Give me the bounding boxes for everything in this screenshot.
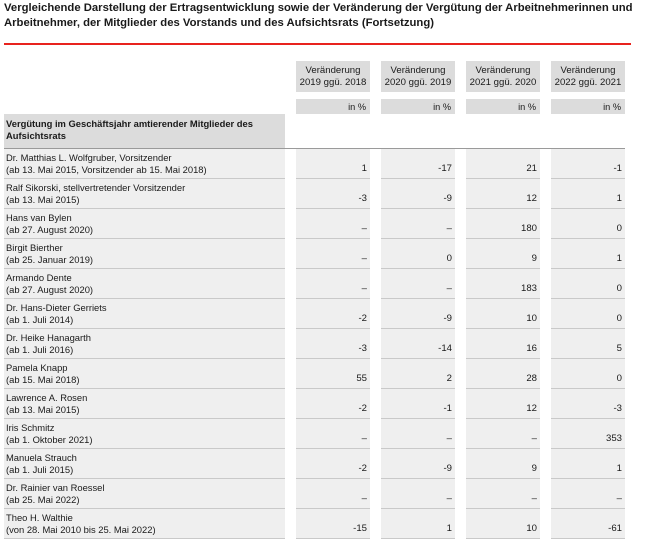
change-value: 1 xyxy=(381,508,455,538)
unit-label: in % xyxy=(466,99,540,114)
member-cell xyxy=(4,268,285,298)
member-name: Pamela Knapp xyxy=(6,361,68,373)
table-row xyxy=(4,358,625,388)
change-value: 12 xyxy=(466,178,540,208)
table-row xyxy=(4,388,625,418)
change-value: -2 xyxy=(296,298,370,328)
change-value: – xyxy=(296,208,370,238)
member-name: Manuela Strauch xyxy=(6,451,77,463)
member-name: Dr. Rainier van Roessel xyxy=(6,481,105,493)
member-cell xyxy=(4,178,285,208)
table-row xyxy=(4,178,625,208)
member-term: (ab 1. Juli 2015) xyxy=(6,463,74,475)
change-value: -14 xyxy=(381,328,455,358)
change-value: 0 xyxy=(551,208,625,238)
remuneration-table xyxy=(4,61,625,539)
change-value: 5 xyxy=(551,328,625,358)
member-term: (ab 1. Juli 2014) xyxy=(6,313,74,325)
member-cell xyxy=(4,388,285,418)
change-value: – xyxy=(296,418,370,448)
change-value: – xyxy=(296,478,370,508)
change-value: -1 xyxy=(381,388,455,418)
table-row xyxy=(4,238,625,268)
change-value: 9 xyxy=(466,448,540,478)
change-value: -2 xyxy=(296,448,370,478)
change-value: -9 xyxy=(381,178,455,208)
unit-label: in % xyxy=(296,99,370,114)
member-term: (ab 25. Mai 2022) xyxy=(6,493,80,505)
member-term: (ab 25. Januar 2019) xyxy=(6,253,94,265)
member-name: Birgit Bierther xyxy=(6,241,63,253)
change-value: – xyxy=(296,238,370,268)
member-term: (von 28. Mai 2010 bis 25. Mai 2022) xyxy=(6,523,156,535)
column-header-line2: 2021 ggü. 2020 xyxy=(469,76,537,88)
change-value: – xyxy=(381,418,455,448)
column-header xyxy=(466,61,540,92)
change-value: -3 xyxy=(296,328,370,358)
table-row xyxy=(4,268,625,298)
change-value: – xyxy=(296,268,370,298)
member-cell xyxy=(4,358,285,388)
table-row xyxy=(4,478,625,508)
member-cell xyxy=(4,148,285,178)
member-name: Lawrence A. Rosen xyxy=(6,391,88,403)
member-term: (ab 27. August 2020) xyxy=(6,283,94,295)
table-row xyxy=(4,298,625,328)
change-value: 2 xyxy=(381,358,455,388)
member-cell xyxy=(4,478,285,508)
table-row xyxy=(4,148,625,178)
member-cell xyxy=(4,508,285,538)
member-term: (ab 13. Mai 2015) xyxy=(6,403,80,415)
member-cell xyxy=(4,298,285,328)
member-name: Dr. Matthias L. Wolfgruber, Vorsitzender xyxy=(6,151,172,163)
change-value: -9 xyxy=(381,448,455,478)
column-header-line1: Veränderung xyxy=(305,64,361,76)
change-value: 12 xyxy=(466,388,540,418)
change-value: 1 xyxy=(296,148,370,178)
column-header-line1: Veränderung xyxy=(560,64,616,76)
change-value: 55 xyxy=(296,358,370,388)
unit-label: in % xyxy=(381,99,455,114)
table-row xyxy=(4,448,625,478)
member-name: Ralf Sikorski, stellvertretender Vorsitzender xyxy=(6,181,186,193)
member-cell xyxy=(4,448,285,478)
column-header xyxy=(381,61,455,92)
change-value: – xyxy=(466,418,540,448)
section-heading: Vergütung im Geschäftsjahr amtierender Mitglieder des Aufsichtsrats xyxy=(4,114,285,148)
member-name: Armando Dente xyxy=(6,271,72,283)
section-row xyxy=(4,114,625,148)
member-term: (ab 15. Mai 2018) xyxy=(6,373,80,385)
member-cell xyxy=(4,418,285,448)
change-value: 0 xyxy=(551,268,625,298)
change-value: 10 xyxy=(466,298,540,328)
change-value: 0 xyxy=(551,358,625,388)
table-row xyxy=(4,508,625,538)
change-value: -15 xyxy=(296,508,370,538)
page-title: Vergleichende Darstellung der Ertragsentwicklung sowie der Veränderung der Vergütung der Arbeitnehmerinnen und Arbeitnehmer, der Mitglieder des Vorstands und des Aufsichtsrats (Fortsetzung) xyxy=(4,2,633,29)
change-value: -1 xyxy=(551,148,625,178)
change-value: -3 xyxy=(296,178,370,208)
member-cell xyxy=(4,208,285,238)
member-term: (ab 1. Oktober 2021) xyxy=(6,433,93,445)
change-value: -61 xyxy=(551,508,625,538)
change-value: -17 xyxy=(381,148,455,178)
member-term: (ab 1. Juli 2016) xyxy=(6,343,74,355)
column-header-line2: 2019 ggü. 2018 xyxy=(299,76,367,88)
change-value: 1 xyxy=(551,238,625,268)
change-value: -2 xyxy=(296,388,370,418)
unit-label: in % xyxy=(551,99,625,114)
change-value: 1 xyxy=(551,448,625,478)
change-value: 10 xyxy=(466,508,540,538)
change-value: 0 xyxy=(381,238,455,268)
table-row xyxy=(4,418,625,448)
member-name: Hans van Bylen xyxy=(6,211,72,223)
change-value: – xyxy=(381,268,455,298)
column-header-line2: 2022 ggü. 2021 xyxy=(554,76,622,88)
member-name: Dr. Hans-Dieter Gerriets xyxy=(6,301,107,313)
change-value: 21 xyxy=(466,148,540,178)
member-term: (ab 27. August 2020) xyxy=(6,223,94,235)
change-value: – xyxy=(381,478,455,508)
change-value: – xyxy=(466,478,540,508)
change-value: 0 xyxy=(551,298,625,328)
change-value: -9 xyxy=(381,298,455,328)
table-body xyxy=(4,61,625,538)
change-value: – xyxy=(551,478,625,508)
member-name: Dr. Heike Hanagarth xyxy=(6,331,91,343)
column-header-line2: 2020 ggü. 2019 xyxy=(384,76,452,88)
column-header-line1: Veränderung xyxy=(390,64,446,76)
change-value: 16 xyxy=(466,328,540,358)
member-name: Iris Schmitz xyxy=(6,421,55,433)
table-row xyxy=(4,208,625,238)
title-divider xyxy=(4,43,631,45)
change-value: – xyxy=(381,208,455,238)
change-value: -3 xyxy=(551,388,625,418)
table-row xyxy=(4,328,625,358)
change-value: 9 xyxy=(466,238,540,268)
column-header xyxy=(551,61,625,92)
member-name: Theo H. Walthie xyxy=(6,511,73,523)
change-value: 180 xyxy=(466,208,540,238)
change-value: 1 xyxy=(551,178,625,208)
member-cell xyxy=(4,328,285,358)
change-value: 28 xyxy=(466,358,540,388)
member-term: (ab 13. Mai 2015, Vorsitzender ab 15. Mai 2018) xyxy=(6,163,207,175)
column-header-row xyxy=(4,61,625,92)
column-header-line1: Veränderung xyxy=(475,64,531,76)
unit-row xyxy=(4,99,625,114)
column-header xyxy=(296,61,370,92)
change-value: 353 xyxy=(551,418,625,448)
change-value: 183 xyxy=(466,268,540,298)
member-term: (ab 13. Mai 2015) xyxy=(6,193,80,205)
member-cell xyxy=(4,238,285,268)
header-blank xyxy=(4,61,285,92)
